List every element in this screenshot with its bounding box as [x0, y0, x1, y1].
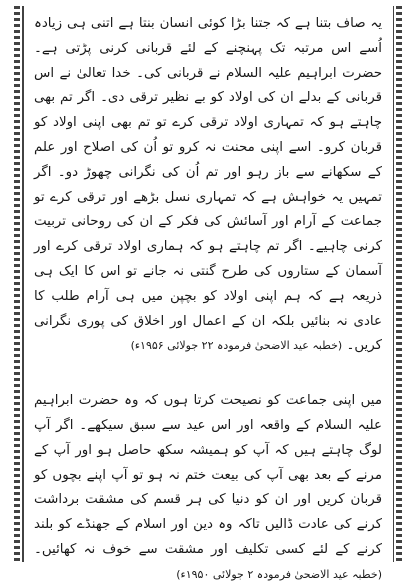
paragraph-2: [34, 389, 382, 587]
page-frame: [14, 6, 402, 581]
paragraph-1-text: یہ صاف بتنا ہے کہ جتنا بڑا کوئی انسان بنتا ہے اتنی ہی زیادہ اُسے اس مرتبہ تک پہنچنے کے لئے قربانی کرنی پڑتی ہے۔ حضرت ابراہیم علیہ السلام نے قربانی کی۔ خدا تعالیٰ نے اس قربانی کے بدلے ان کی اولاد کو بے نظیر ترقی دی۔ اگر تم بھی چاہتے ہو کہ تمہاری اولاد ترقی کرے تو تم بھی اپنی اولاد کو قربان کرو۔ اسے اپنی محنت نہ کرو تو اُن کی اصلاح اور علم کے سکھانے سے باز رہو اور تم اُن کی نگرانی چھوڑ دو۔ اگر تمہیں یہ خواہش ہے کہ تمہاری نسل بڑھے اور ترقی کرے تو جماعت کے آرام اور آسائش کی فکر کے ان کی روحانی تربیت کرنی چاہیے۔ اگر تم چاہتے ہو کہ ہماری اولاد ترقی کرے اور آسمان کے ستاروں کی طرح گنتی نہ جانے تو اس کا ایک ہی ذریعہ ہے کہ ہم اپنی اولاد کو بچپن میں ہی آرام طلب کا عادی نہ بنائیں بلکہ ان کے اعمال اور اخلاق کی پوری نگرانی کریں۔: [34, 16, 382, 354]
paragraph-2-text: میں اپنی جماعت کو نصیحت کرتا ہوں کہ وہ حضرت ابراہیم علیہ السلام کے واقعہ اور اس عید سے سبق سیکھے۔ اگر آپ لوگ چاہتے ہیں کہ آپ کو ہمیشہ سکھ حاصل ہو اور آپ کے مرنے کے بعد بھی آپ کی بیعت ختم نہ ہو تو آپ اپنے بچوں کو قربان کریں اور ان کو دنیا کی ہر قسم کی مشقت برداشت کرنے کی عادت ڈالیں تاکہ وہ دین اور اسلام کے جھنڈے کو بلند کرنے کے لئے کسی تکلیف اور مشقت سے خوف نہ کھائیں۔: [34, 393, 382, 557]
page-content: [34, 12, 382, 581]
paragraph-2-source: (خطبہ عید الاضحیٰ فرمودہ ۲ جولائی ۱۹۵۰ء): [176, 567, 382, 581]
decorative-border-right: [396, 6, 402, 562]
decorative-border-left: [14, 6, 20, 562]
paragraph-1-source: (خطبہ عید الاضحیٰ فرمودہ ۲۲ جولائی ۱۹۵۶ء): [130, 339, 343, 353]
paragraph-1: [34, 12, 382, 359]
